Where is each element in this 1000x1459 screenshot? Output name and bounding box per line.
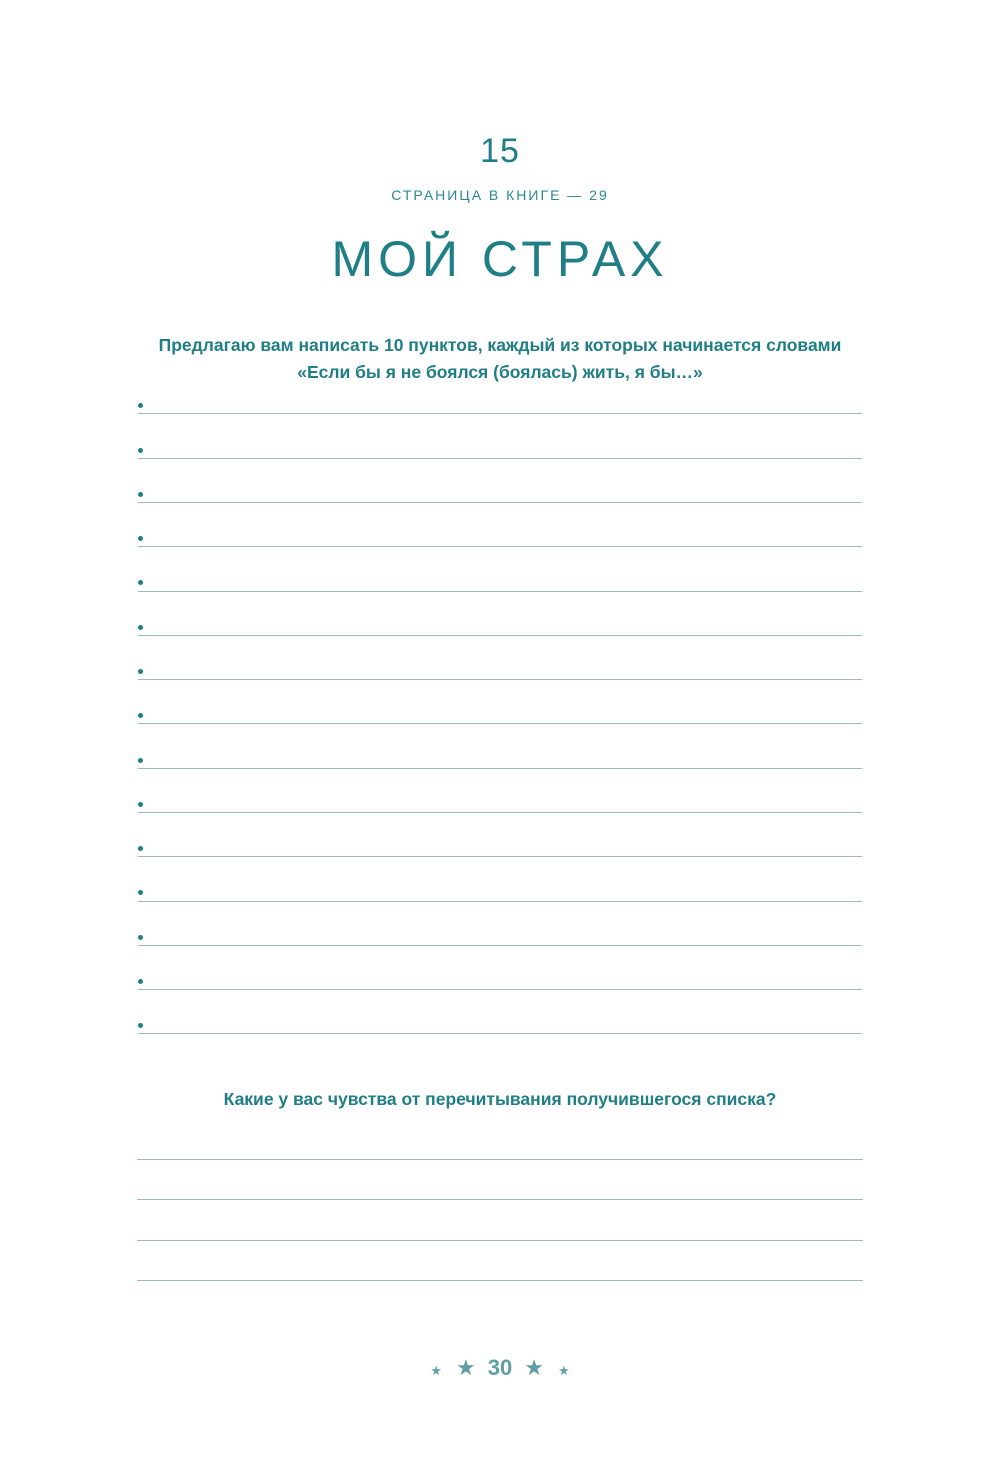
star-icon: ★	[430, 1363, 443, 1378]
page-number: 30	[487, 1355, 513, 1380]
bullet-icon	[138, 758, 143, 763]
star-icon: ★	[557, 1363, 570, 1378]
writing-line[interactable]	[138, 945, 862, 946]
bullet-icon	[138, 979, 143, 984]
bullet-icon	[138, 536, 143, 541]
instructions	[100, 332, 900, 386]
writing-line[interactable]	[138, 901, 862, 902]
writing-line[interactable]	[138, 812, 862, 813]
answer-line[interactable]	[137, 1159, 863, 1160]
writing-line[interactable]	[138, 1033, 862, 1034]
bullet-icon	[138, 713, 143, 718]
writing-line[interactable]	[138, 989, 862, 990]
bullet-icon	[138, 669, 143, 674]
reflection-question: Какие у вас чувства от перечитывания получившегося списка?	[223, 1089, 777, 1109]
writing-line[interactable]	[138, 635, 862, 636]
writing-line[interactable]	[138, 413, 862, 414]
bullet-icon	[138, 403, 143, 408]
bullet-icon	[138, 448, 143, 453]
star-icon: ★	[524, 1355, 544, 1380]
writing-line[interactable]	[138, 502, 862, 503]
writing-line[interactable]	[138, 679, 862, 680]
answer-line[interactable]	[137, 1199, 863, 1200]
bullet-icon	[138, 890, 143, 895]
bullet-icon	[138, 625, 143, 630]
exercise-number: 15	[480, 132, 520, 170]
answer-line[interactable]	[137, 1280, 863, 1281]
bullet-icon	[138, 492, 143, 497]
instructions-line-2: «Если бы я не боялся (боялась) жить, я бы…»	[297, 362, 703, 382]
writing-line[interactable]	[138, 546, 862, 547]
bullet-icon	[138, 846, 143, 851]
writing-line[interactable]	[138, 591, 862, 592]
answer-line[interactable]	[137, 1240, 863, 1241]
writing-line[interactable]	[138, 768, 862, 769]
page-title: МОЙ СТРАХ	[331, 231, 669, 287]
page-footer	[0, 1350, 1000, 1386]
bullet-icon	[138, 580, 143, 585]
writing-line[interactable]	[138, 723, 862, 724]
book-page-reference: СТРАНИЦА В КНИГЕ — 29	[391, 187, 609, 203]
bullet-icon	[138, 935, 143, 940]
writing-line[interactable]	[138, 458, 862, 459]
bullet-icon	[138, 802, 143, 807]
instructions-line-1: Предлагаю вам написать 10 пунктов, каждый из которых начинается словами	[158, 335, 842, 355]
writing-line[interactable]	[138, 856, 862, 857]
star-icon: ★	[456, 1355, 476, 1380]
bullet-icon	[138, 1023, 143, 1028]
